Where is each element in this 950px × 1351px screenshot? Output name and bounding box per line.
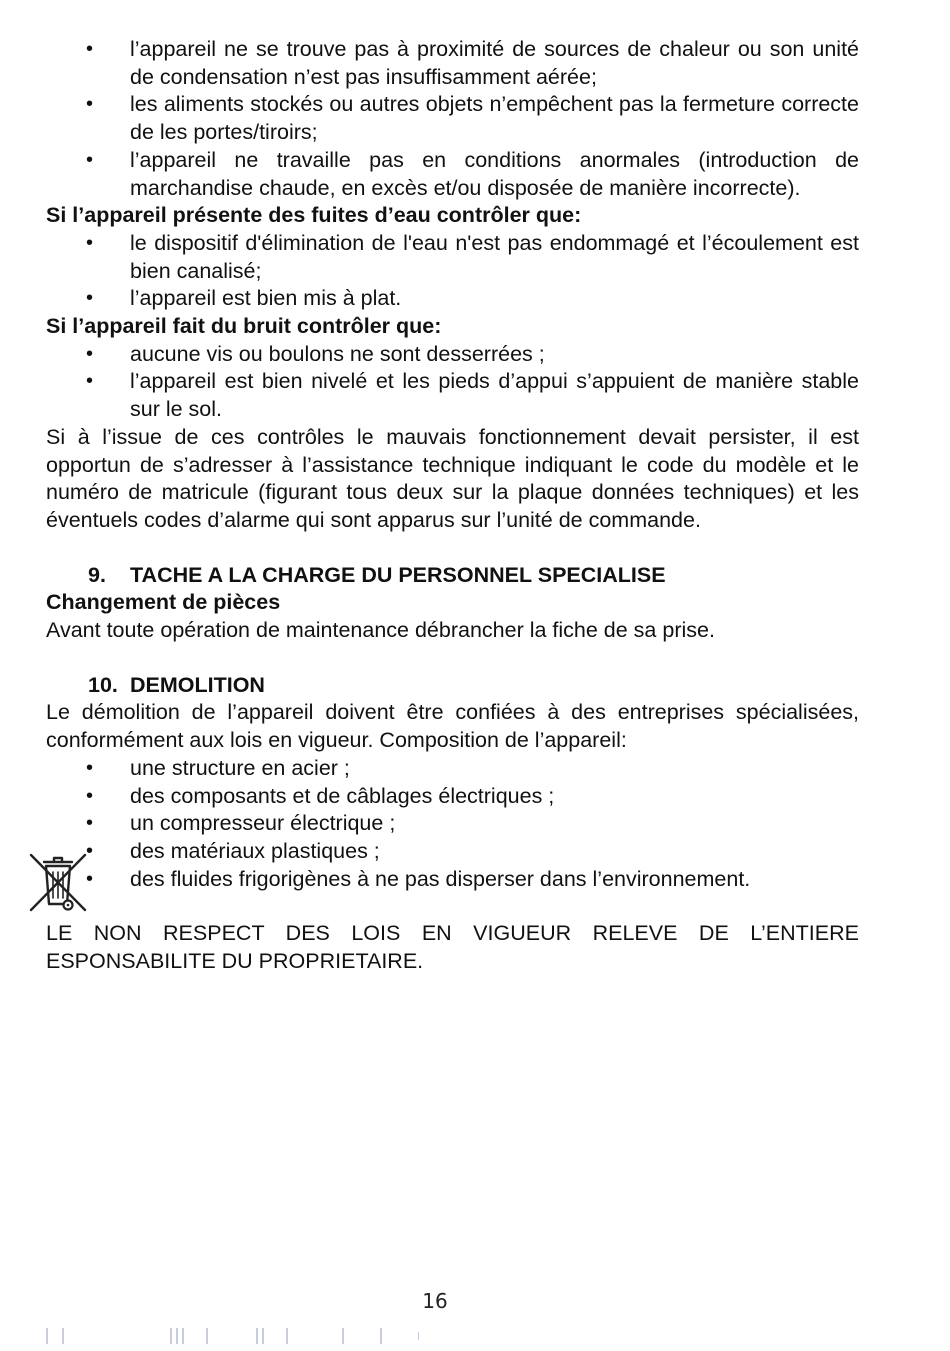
noise-bullet-list xyxy=(46,341,859,424)
page-number: 16 xyxy=(422,1289,448,1313)
section-9-title xyxy=(46,562,859,590)
water-leak-heading: Si l’appareil présente des fuites d’eau contrôler que: xyxy=(46,203,582,228)
list-item: • les aliments stockés ou autres objets n’empêchent pas la fermeture correcte de les portes/tiroirs; xyxy=(46,91,859,146)
list-item: • des composants et de câblages électriques ; xyxy=(46,783,859,811)
list-item: • des matériaux plastiques ; xyxy=(46,838,859,866)
section-title-text: DEMOLITION xyxy=(130,672,265,697)
water-leak-bullet-list xyxy=(46,230,859,313)
list-item: • l’appareil est bien mis à plat. xyxy=(46,285,859,313)
composition-bullet-list xyxy=(46,755,859,894)
section-10-text: Le démolition de l’appareil doivent être confiées à des entreprises spécialisées, conformément aux lois en vigueur. Composition de l’appareil: xyxy=(46,700,859,753)
section-number: 10. xyxy=(88,672,118,697)
list-item: • une structure en acier ; xyxy=(46,755,859,783)
scan-artifact-marks xyxy=(46,1326,426,1346)
list-item: • un compresseur électrique ; xyxy=(46,810,859,838)
section-9-subheading: Changement de pièces xyxy=(46,590,281,615)
list-item: • des fluides frigorigènes à ne pas disperser dans l’environnement. xyxy=(46,866,859,894)
section-10-title xyxy=(46,672,859,700)
list-item: • l’appareil ne se trouve pas à proximité de sources de chaleur ou son unité de condensation n’est pas insuffisamment aérée; xyxy=(46,36,859,91)
section-9-text: Avant toute opération de maintenance débrancher la fiche de sa prise. xyxy=(46,618,715,643)
section-title-text: TACHE A LA CHARGE DU PERSONNEL SPECIALISE xyxy=(130,562,666,587)
list-item: • aucune vis ou boulons ne sont desserrées ; xyxy=(46,341,859,369)
crossed-out-wheelie-bin-icon xyxy=(28,852,88,916)
document-page xyxy=(46,36,859,976)
list-item: • le dispositif d'élimination de l'eau n'est pas endommagé et l’écoulement est bien canalisé; xyxy=(46,230,859,285)
section-number: 9. xyxy=(88,562,106,587)
list-item: • l’appareil est bien nivelé et les pieds d’appui s’appuient de manière stable sur le sol. xyxy=(46,368,859,423)
warning-paragraph: LE NON RESPECT DES LOIS EN VIGUEUR RELEVE DE L’ENTIERE ESPONSABILITE DU PROPRIETAIRE. xyxy=(46,921,859,974)
noise-heading: Si l’appareil fait du bruit contrôler que: xyxy=(46,314,442,339)
persist-paragraph: Si à l’issue de ces contrôles le mauvais fonctionnement devait persister, il est opportun de s’adresser à l’assistance technique indiquant le code du modèle et le numéro de matricule (figurant tous deux sur la plaque données techniques) et les éventuels codes d’alarme qui sont apparus sur l’unité de commande. xyxy=(46,424,859,532)
list-item: • l’appareil ne travaille pas en conditions anormales (introduction de marchandise chaude, en excès et/ou disposée de manière incorrecte). xyxy=(46,147,859,202)
intro-bullet-list xyxy=(46,36,859,202)
